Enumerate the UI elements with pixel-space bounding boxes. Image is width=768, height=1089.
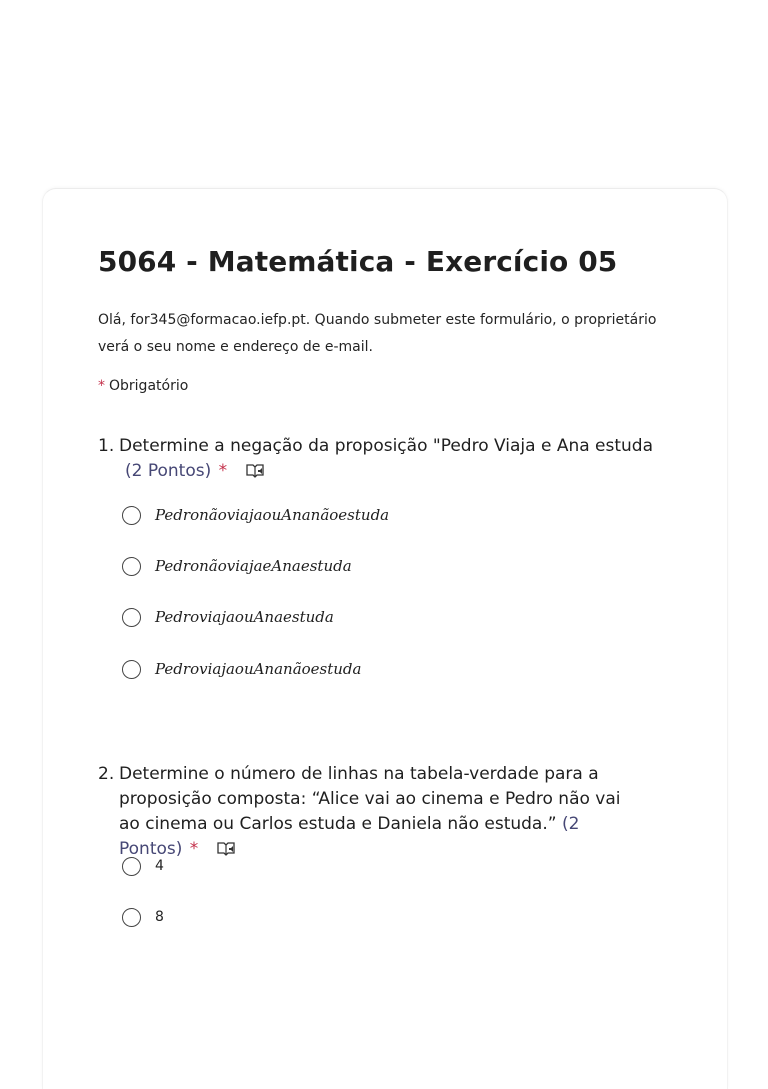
radio-button[interactable]: [122, 557, 141, 576]
required-star: *: [218, 461, 228, 481]
option-label: PedroviajaouAnanãoestuda: [155, 660, 362, 678]
required-star: *: [98, 378, 105, 394]
question-points: (2 Pontos): [125, 461, 212, 481]
option-label: PedronãoviajaouAnanãoestuda: [155, 506, 390, 524]
option-label: PedroviajaouAnaestuda: [155, 608, 334, 626]
question-number: 2.: [98, 764, 115, 784]
radio-button[interactable]: [122, 506, 141, 525]
option-q1-d[interactable]: [122, 657, 361, 681]
radio-button[interactable]: [122, 908, 141, 927]
question-number: 1.: [98, 436, 115, 456]
option-label: 4: [155, 858, 164, 874]
form-intro: Olá, for345@formacao.iefp.pt. Quando submeter este formulário, o proprietário verá o seu nome e endereço de e-mail.: [98, 312, 657, 355]
required-note: [98, 378, 188, 394]
question-points: (2 Pontos): [119, 814, 580, 859]
required-star: *: [189, 839, 199, 859]
radio-button[interactable]: [122, 660, 141, 679]
option-label: 8: [155, 909, 164, 925]
form-title: 5064 - Matemática - Exercício 05: [98, 245, 618, 278]
immersive-reader-icon[interactable]: [245, 462, 265, 480]
option-q1-c[interactable]: [122, 605, 334, 629]
option-q1-b[interactable]: [122, 554, 352, 578]
required-label: Obrigatório: [109, 378, 189, 394]
option-q1-a[interactable]: [122, 503, 389, 527]
option-q2-b[interactable]: [122, 905, 164, 929]
option-label: PedronãoviajaeAnaestuda: [155, 557, 352, 575]
question-2: [98, 762, 643, 862]
question-text: Determine a negação da proposição "Pedro Viaja e Ana estuda: [119, 436, 654, 456]
radio-button[interactable]: [122, 608, 141, 627]
radio-button[interactable]: [122, 857, 141, 876]
question-1: [98, 434, 688, 484]
immersive-reader-icon[interactable]: [216, 840, 236, 858]
question-text: Determine o número de linhas na tabela-verdade para a proposição composta: “Alice vai ao cinema e Pedro não vai ao cinema ou Carlos estuda e Daniela não estuda.”: [119, 764, 621, 834]
option-q2-a[interactable]: [122, 854, 164, 878]
